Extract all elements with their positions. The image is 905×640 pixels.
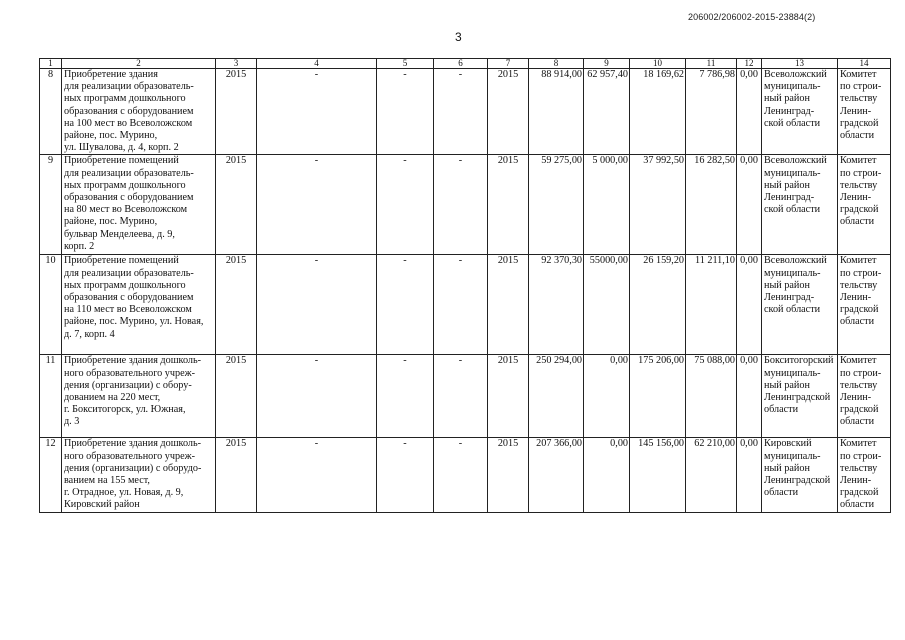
col5-cell: - [377,255,434,355]
start-year-cell: 2015 [216,255,257,355]
column-header: 12 [737,59,762,69]
cell-text-line: муниципаль- [764,450,821,462]
column-header: 10 [630,59,686,69]
cell-text-line: тельству [840,462,878,474]
cell-text-line: Комитет [840,155,877,167]
cell-text-line: области [764,404,799,416]
col6-cell: - [434,438,488,512]
row-number-cell: 8 [40,69,62,155]
cell-text-line: ный район [764,462,810,474]
col6-cell: - [434,355,488,438]
cell-text-line: для реализации образователь- [64,81,194,93]
cell-text-line: для реализации образователь- [64,167,194,179]
start-year-cell: 2015 [216,438,257,512]
cell-text-line: Ленинградской [764,475,831,487]
end-year-cell: 2015 [488,438,529,512]
cell-text-line: градской [840,204,879,216]
cell-text-line: ных программ дошкольного [64,93,186,105]
row-number-cell: 10 [40,255,62,355]
col5-cell: - [377,155,434,255]
table-row [40,69,891,155]
responsible-body-cell [838,355,891,438]
cell-text-line: Ленинград- [764,192,815,204]
cell-text-line: д. 7, корп. 4 [64,328,115,340]
cell-text-line: для реализации образователь- [64,267,194,279]
column-header: 4 [257,59,377,69]
cell-text-line: области [840,130,875,142]
cell-text-line: Всеволожский [764,255,827,267]
cell-text-line: Всеволожский [764,155,827,167]
column-header-row [40,59,891,69]
cell-text-line: Ленинград- [764,105,815,117]
cell-text-line: на 80 мест во Всеволожском [64,204,188,216]
municipality-cell [762,69,838,155]
cell-text-line: области [840,499,875,511]
cell-text-line: корп. 2 [64,240,95,252]
cell-text-line: ного образовательного учреж- [64,450,196,462]
cell-text-line: Комитет [840,355,877,367]
total-amount-cell: 88 914,00 [529,69,584,155]
row-number-cell: 12 [40,438,62,512]
responsible-body-cell [838,438,891,512]
cell-text-line: по строи- [840,367,882,379]
amount-col10-cell: 18 169,62 [630,69,686,155]
cell-text-line: дения (организации) с обору- [64,379,192,391]
document-id: 206002/206002-2015-23884(2) [688,12,816,22]
end-year-cell: 2015 [488,155,529,255]
cell-text-line: д. 3 [64,416,80,428]
cell-text-line: Приобретение здания дошколь- [64,355,202,367]
amount-col11-cell: 11 211,10 [686,255,737,355]
amount-col9-cell: 55000,00 [584,255,630,355]
cell-text-line: тельству [840,93,878,105]
cell-text-line: районе, пос. Мурино, [64,216,158,228]
cell-text-line: Ленинградской [764,392,831,404]
row-number-cell: 11 [40,355,62,438]
total-amount-cell: 59 275,00 [529,155,584,255]
object-name-cell [62,355,216,438]
cell-text-line: Ленин- [840,392,872,404]
amount-col9-cell: 0,00 [584,355,630,438]
cell-text-line: ных программ дошкольного [64,279,186,291]
start-year-cell: 2015 [216,155,257,255]
column-header: 2 [62,59,216,69]
cell-text-line: образования с оборудованием [64,105,194,117]
municipality-cell [762,355,838,438]
cell-text-line: ный район [764,279,810,291]
cell-text-line: ской области [764,117,821,129]
cell-text-line: тельству [840,379,878,391]
cell-text-line: районе, пос. Мурино, ул. Новая, [64,316,204,328]
cell-text-line: Ленин- [840,292,872,304]
col6-cell: - [434,155,488,255]
cell-text-line: по строи- [840,167,882,179]
object-name-cell [62,155,216,255]
end-year-cell: 2015 [488,255,529,355]
cell-text-line: Кировский [764,438,812,450]
amount-col10-cell: 26 159,20 [630,255,686,355]
col6-cell: - [434,69,488,155]
amount-col10-cell: 145 156,00 [630,438,686,512]
municipality-cell [762,155,838,255]
cell-text-line: градской [840,304,879,316]
col4-cell: - [257,69,377,155]
col6-cell: - [434,255,488,355]
cell-text-line: бульвар Менделеева, д. 9, [64,228,175,240]
cell-text-line: ный район [764,179,810,191]
column-header: 1 [40,59,62,69]
amount-col9-cell: 5 000,00 [584,155,630,255]
table-row [40,155,891,255]
cell-text-line: градской [840,404,879,416]
column-header: 8 [529,59,584,69]
total-amount-cell: 92 370,30 [529,255,584,355]
cell-text-line: градской [840,117,879,129]
cell-text-line: Комитет [840,438,877,450]
cell-text-line: Комитет [840,69,877,80]
cell-text-line: области [840,416,875,428]
responsible-body-cell [838,255,891,355]
col5-cell: - [377,69,434,155]
cell-text-line: муниципаль- [764,367,821,379]
cell-text-line: Ленин- [840,192,872,204]
responsible-body-cell [838,69,891,155]
row-number-cell: 9 [40,155,62,255]
column-header: 5 [377,59,434,69]
cell-text-line: Комитет [840,255,877,267]
cell-text-line: ской области [764,204,821,216]
column-header: 14 [838,59,891,69]
cell-text-line: ный район [764,379,810,391]
cell-text-line: г. Бокситогорск, ул. Южная, [64,404,186,416]
cell-text-line: области [840,316,875,328]
end-year-cell: 2015 [488,355,529,438]
cell-text-line: образования с оборудованием [64,192,194,204]
cell-text-line: по строи- [840,267,882,279]
cell-text-line: тельству [840,279,878,291]
amount-col11-cell: 16 282,50 [686,155,737,255]
amount-col11-cell: 7 786,98 [686,69,737,155]
column-header: 3 [216,59,257,69]
column-header: 7 [488,59,529,69]
col4-cell: - [257,255,377,355]
cell-text-line: Кировский район [64,499,140,511]
amount-col9-cell: 0,00 [584,438,630,512]
amount-col12-cell: 0,00 [737,69,762,155]
object-name-cell [62,438,216,512]
cell-text-line: Бокситогорский [764,355,834,367]
amount-col11-cell: 62 210,00 [686,438,737,512]
municipality-cell [762,438,838,512]
cell-text-line: ской области [764,304,821,316]
col5-cell: - [377,438,434,512]
cell-text-line: Ленин- [840,105,872,117]
cell-text-line: Ленин- [840,475,872,487]
amount-col10-cell: 175 206,00 [630,355,686,438]
cell-text-line: градской [840,487,879,499]
cell-text-line: ных программ дошкольного [64,179,186,191]
column-header: 13 [762,59,838,69]
object-name-cell [62,69,216,155]
end-year-cell: 2015 [488,69,529,155]
amount-col9-cell: 62 957,40 [584,69,630,155]
table-row [40,255,891,355]
municipality-cell [762,255,838,355]
cell-text-line: районе, пос. Мурино, [64,130,158,142]
start-year-cell: 2015 [216,69,257,155]
total-amount-cell: 207 366,00 [529,438,584,512]
cell-text-line: Приобретение здания дошколь- [64,438,202,450]
cell-text-line: на 100 мест во Всеволожском [64,117,193,129]
total-amount-cell: 250 294,00 [529,355,584,438]
start-year-cell: 2015 [216,355,257,438]
col4-cell: - [257,155,377,255]
cell-text-line: тельству [840,179,878,191]
table-row [40,355,891,438]
cell-text-line: Приобретение здания [64,69,158,80]
amount-col12-cell: 0,00 [737,255,762,355]
cell-text-line: Приобретение помещений [64,155,179,167]
amount-col12-cell: 0,00 [737,438,762,512]
col4-cell: - [257,355,377,438]
column-header: 11 [686,59,737,69]
cell-text-line: ул. Шувалова, д. 4, корп. 2 [64,142,179,154]
cell-text-line: по строи- [840,81,882,93]
cell-text-line: ный район [764,93,810,105]
amount-col12-cell: 0,00 [737,155,762,255]
column-header: 9 [584,59,630,69]
data-table [39,58,891,513]
cell-text-line: по строи- [840,450,882,462]
page-number: 3 [455,30,462,44]
amount-col10-cell: 37 992,50 [630,155,686,255]
amount-col12-cell: 0,00 [737,355,762,438]
table-row [40,438,891,512]
cell-text-line: ного образовательного учреж- [64,367,196,379]
col5-cell: - [377,355,434,438]
cell-text-line: муниципаль- [764,167,821,179]
cell-text-line: Всеволожский [764,69,827,80]
cell-text-line: Приобретение помещений [64,255,179,267]
cell-text-line: дения (организации) с оборудо- [64,462,202,474]
column-header: 6 [434,59,488,69]
cell-text-line: области [840,216,875,228]
cell-text-line: Ленинград- [764,292,815,304]
cell-text-line: муниципаль- [764,81,821,93]
cell-text-line: области [764,487,799,499]
cell-text-line: муниципаль- [764,267,821,279]
cell-text-line: ванием на 155 мест, [64,475,150,487]
cell-text-line: образования с оборудованием [64,292,194,304]
col4-cell: - [257,438,377,512]
cell-text-line: дованием на 220 мест, [64,392,161,404]
object-name-cell [62,255,216,355]
cell-text-line: на 110 мест во Всеволожском [64,304,192,316]
responsible-body-cell [838,155,891,255]
cell-text-line: г. Отрадное, ул. Новая, д. 9, [64,487,184,499]
amount-col11-cell: 75 088,00 [686,355,737,438]
